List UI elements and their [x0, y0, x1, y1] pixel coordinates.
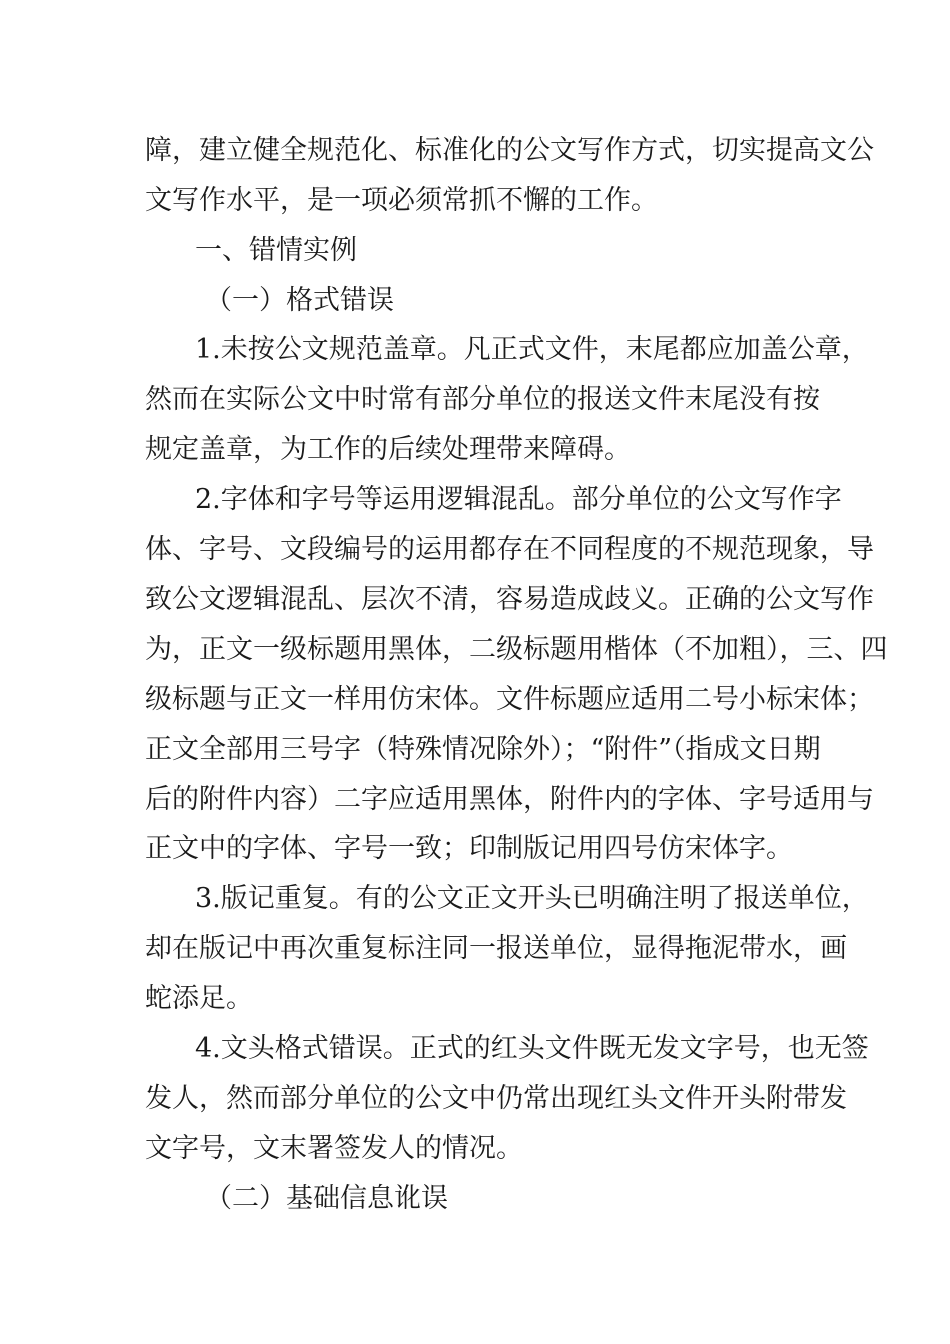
text-line: 后的附件内容）二字应适用黑体，附件内的字体、字号适用与	[145, 784, 874, 815]
text-line: 文写作水平，是一项必须常抓不懈的工作。	[145, 185, 658, 216]
paragraph-start: 1.未按公文规范盖章。凡正式文件，末尾都应加盖公章，	[195, 334, 869, 365]
text-line: 蛇添足。	[145, 983, 253, 1014]
text-line: 然而在实际公文中时常有部分单位的报送文件末尾没有按	[145, 384, 820, 415]
text-line: 发人，然而部分单位的公文中仍常出现红头文件开头附带发	[145, 1083, 847, 1114]
text-line: 正文中的字体、字号一致；印制版记用四号仿宋体字。	[145, 833, 793, 864]
text-line: 为，正文一级标题用黑体，二级标题用楷体（不加粗），三、四	[145, 634, 888, 665]
text-line: 正文全部用三号字（特殊情况除外）；“附件”（指成文日期	[145, 734, 821, 765]
paragraph-start: 3.版记重复。有的公文正文开头已明确注明了报送单位，	[195, 883, 869, 914]
subsection-heading: （一）格式错误	[205, 285, 394, 316]
section-heading: 一、错情实例	[195, 235, 357, 266]
text-line: 却在版记中再次重复标注同一报送单位，显得拖泥带水，画	[145, 933, 847, 964]
text-line: 障，建立健全规范化、标准化的公文写作方式，切实提高文公	[145, 135, 874, 166]
text-line: 体、字号、文段编号的运用都存在不同程度的不规范现象，导	[145, 534, 874, 565]
text-line: 致公文逻辑混乱、层次不清，容易造成歧义。正确的公文写作	[145, 584, 874, 615]
text-line: 文字号，文末署签发人的情况。	[145, 1133, 523, 1164]
text-line: 规定盖章，为工作的后续处理带来障碍。	[145, 434, 631, 465]
paragraph-start: 4.文头格式错误。正式的红头文件既无发文字号，也无签	[195, 1033, 869, 1064]
text-line: 级标题与正文一样用仿宋体。文件标题应适用二号小标宋体；	[145, 684, 874, 715]
paragraph-start: 2.字体和字号等运用逻辑混乱。部分单位的公文写作字	[195, 484, 842, 515]
subsection-heading: （二）基础信息讹误	[205, 1183, 448, 1214]
